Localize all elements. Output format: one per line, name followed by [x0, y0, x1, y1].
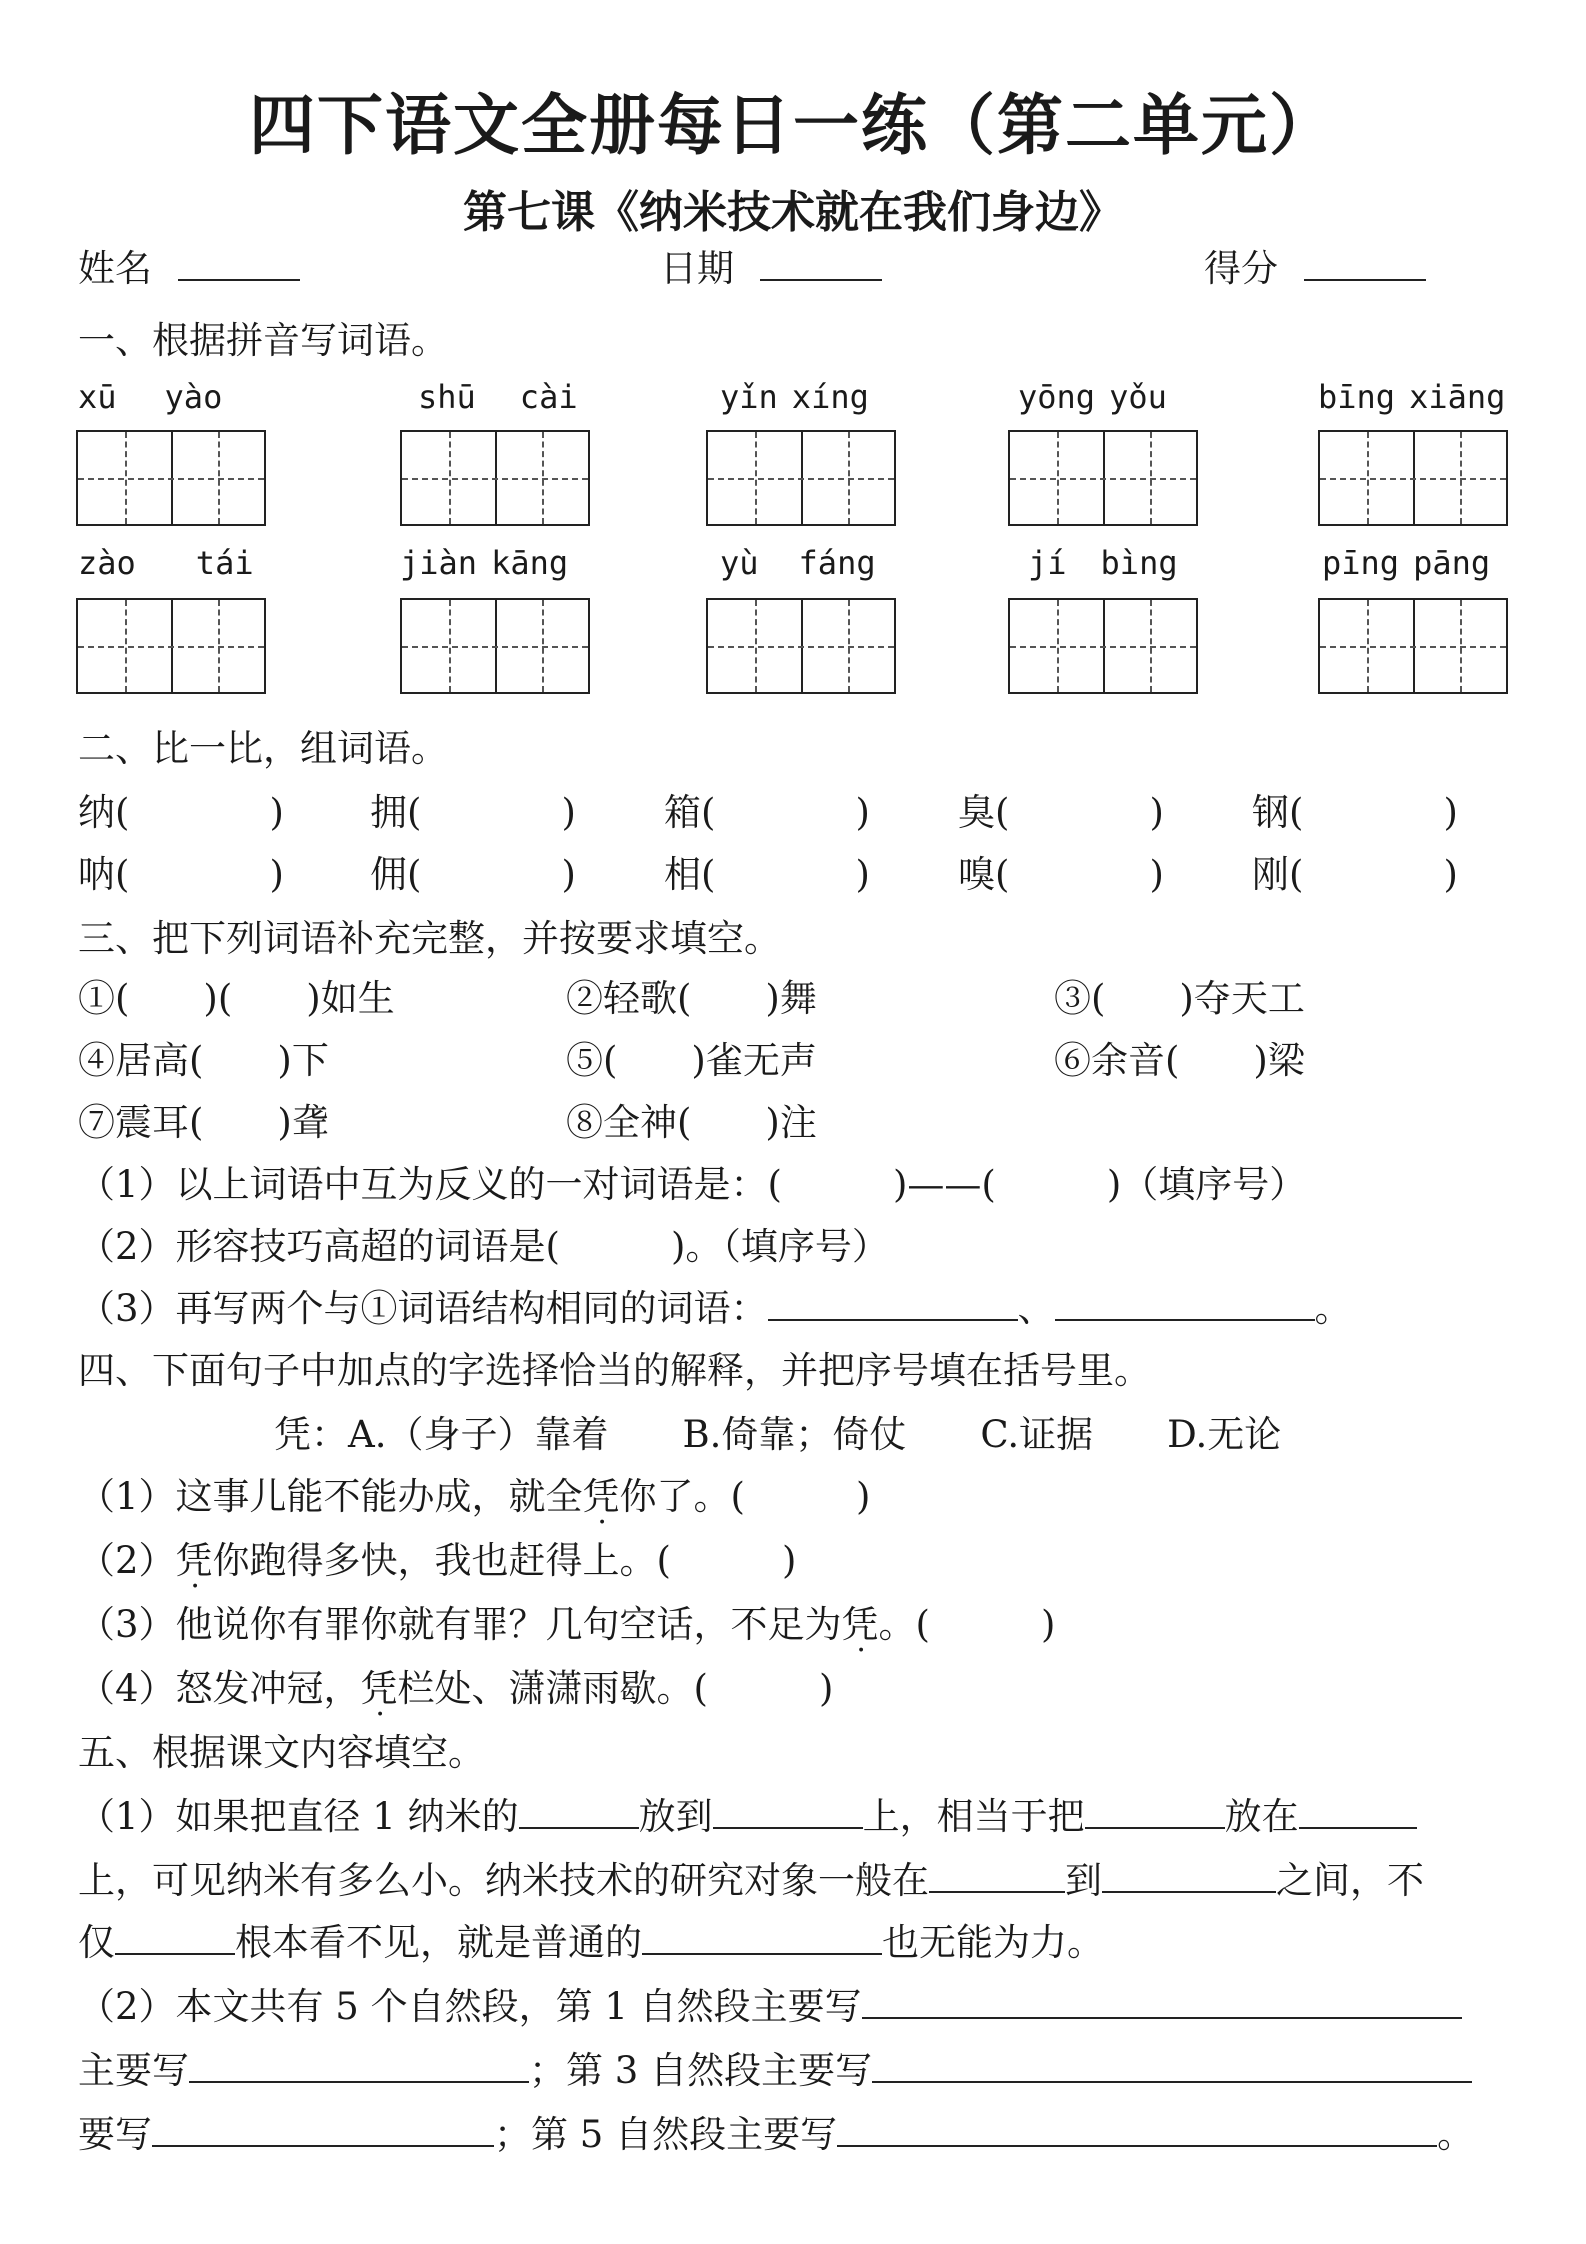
writing-grid[interactable] [76, 598, 266, 694]
name-blank[interactable] [178, 278, 300, 281]
compare-item: 纳( ) [78, 791, 284, 834]
writing-grid[interactable] [76, 430, 266, 526]
score-label: 得分 [1204, 247, 1278, 290]
pinyin: cài [519, 378, 578, 416]
section5-line-2: 上，可见纳米有多么小。纳米技术的研究对象一般在 到 之间，不 [78, 1859, 1424, 1902]
answer-blank[interactable] [862, 2016, 1462, 2019]
pinyin: shū [418, 378, 476, 416]
answer-blank[interactable] [642, 1952, 882, 1955]
answer-blank[interactable] [152, 2144, 494, 2147]
pinyin: fáng [798, 544, 876, 582]
pinyin: jí [1028, 544, 1067, 582]
compare-item: 箱( ) [664, 791, 870, 834]
section5-line-3: 仅 根本看不见，就是普通的 也无能为力。 [78, 1921, 1104, 1964]
compare-item: 臭( ) [958, 791, 1164, 834]
compare-item: 呐( ) [78, 853, 284, 896]
writing-grid[interactable] [400, 598, 590, 694]
pinyin: xíng [791, 378, 869, 416]
answer-blank[interactable] [837, 2144, 1437, 2147]
answer-blank[interactable] [713, 1826, 863, 1829]
section5-line-5: 主要写 ；第 3 自然段主要写 [78, 2040, 1472, 2094]
writing-grid[interactable] [706, 598, 896, 694]
compare-item: 刚( ) [1252, 853, 1458, 896]
section5-line-6: 要写 ；第 5 自然段主要写 。 [78, 2113, 1475, 2156]
answer-blank[interactable] [519, 1826, 639, 1829]
pinyin: yù [720, 544, 759, 582]
compare-item: 佣( ) [370, 853, 576, 896]
section4-question-1: （1）这事儿能不能办成，就全凭你了。( ) [78, 1475, 871, 1518]
writing-grid[interactable] [1008, 430, 1198, 526]
pinyin: yǐn [720, 378, 778, 416]
pinyin: xiāng [1409, 378, 1506, 416]
page-title: 四下语文全册每日一练（第二单元） [249, 86, 1337, 164]
section4-question-4: （4）怒发冲冠，凭栏处、潇潇雨歇。( ) [78, 1667, 834, 1710]
section4-question-2: （2）凭你跑得多快，我也赶得上。( ) [78, 1539, 797, 1582]
date-field [660, 238, 882, 292]
section5-heading: 五、根据课文内容填空。 [78, 1731, 485, 1774]
compare-item: 钢( ) [1252, 791, 1458, 834]
pinyin: bīng [1318, 378, 1396, 416]
pinyin: yōng [1018, 378, 1096, 416]
compare-item: 嗅( ) [958, 853, 1164, 896]
answer-blank[interactable] [929, 1890, 1065, 1893]
pinyin: kāng [491, 544, 569, 582]
pinyin: xū [78, 378, 117, 416]
idiom-item: ⑥余音( )梁 [1054, 1039, 1305, 1082]
pinyin: yǒu [1109, 378, 1167, 416]
section3-heading: 三、把下列词语补充完整，并按要求填空。 [78, 917, 781, 960]
pinyin: jiàn [400, 544, 478, 582]
section5-line-1: （1）如果把直径 1 纳米的 放到 上，相当于把 放在 [78, 1786, 1417, 1840]
answer-blank[interactable] [1055, 1318, 1315, 1321]
answer-blank[interactable] [1299, 1826, 1417, 1829]
answer-blank[interactable] [872, 2080, 1472, 2083]
pinyin: yào [164, 378, 223, 416]
pinyin: bìng [1100, 544, 1178, 582]
section2-heading: 二、比一比，组词语。 [78, 727, 448, 770]
section4-question-3: （3）他说你有罪你就有罪？几句空话，不足为凭。( ) [78, 1603, 1056, 1646]
compare-item: 拥( ) [370, 791, 576, 834]
section5-line-4: （2）本文共有 5 个自然段，第 1 自然段主要写 [78, 1976, 1462, 2030]
idiom-item: ③( )夺天工 [1054, 977, 1305, 1020]
idiom-item: ④居高( )下 [78, 1039, 329, 1082]
idiom-item: ⑧全神( )注 [566, 1101, 817, 1144]
score-blank[interactable] [1304, 278, 1426, 281]
date-label: 日期 [660, 247, 734, 290]
date-blank[interactable] [760, 278, 882, 281]
pinyin: zào [78, 544, 136, 582]
writing-grid[interactable] [1318, 598, 1508, 694]
answer-blank[interactable] [189, 2080, 529, 2083]
name-field [78, 238, 300, 292]
lesson-subtitle: 第七课《纳米技术就在我们身边》 [463, 187, 1123, 238]
answer-blank[interactable] [1085, 1826, 1225, 1829]
section4-heading: 四、下面句子中加点的字选择恰当的解释，并把序号填在括号里。 [78, 1349, 1151, 1392]
compare-item: 相( ) [664, 853, 870, 896]
idiom-item: ②轻歌( )舞 [566, 977, 817, 1020]
idiom-item: ①( )( )如生 [78, 977, 395, 1020]
idiom-item: ⑦震耳( )聋 [78, 1101, 329, 1144]
writing-grid[interactable] [1008, 598, 1198, 694]
section3-question-3: （3）再写两个与①词语结构相同的词语： 、 。 [78, 1287, 1352, 1330]
writing-grid[interactable] [706, 430, 896, 526]
section1-heading: 一、根据拼音写词语。 [78, 319, 448, 362]
answer-blank[interactable] [115, 1952, 235, 1955]
writing-grid[interactable] [400, 430, 590, 526]
definition-options: 凭：A.（身子）靠着 B.倚靠；倚仗 C.证据 D.无论 [274, 1413, 1282, 1456]
answer-blank[interactable] [1102, 1890, 1276, 1893]
pinyin: tái [195, 544, 254, 582]
pinyin: pāng [1413, 544, 1491, 582]
idiom-item: ⑤( )雀无声 [566, 1039, 817, 1082]
answer-blank[interactable] [768, 1318, 1018, 1321]
section3-question-1: （1）以上词语中互为反义的一对词语是：( )——( )（填序号） [78, 1163, 1307, 1206]
section3-question-2: （2）形容技巧高超的词语是( )。（填序号） [78, 1225, 889, 1268]
pinyin: pīng [1322, 544, 1400, 582]
writing-grid[interactable] [1318, 430, 1508, 526]
score-field [1204, 238, 1426, 292]
name-label: 姓名 [78, 247, 152, 290]
